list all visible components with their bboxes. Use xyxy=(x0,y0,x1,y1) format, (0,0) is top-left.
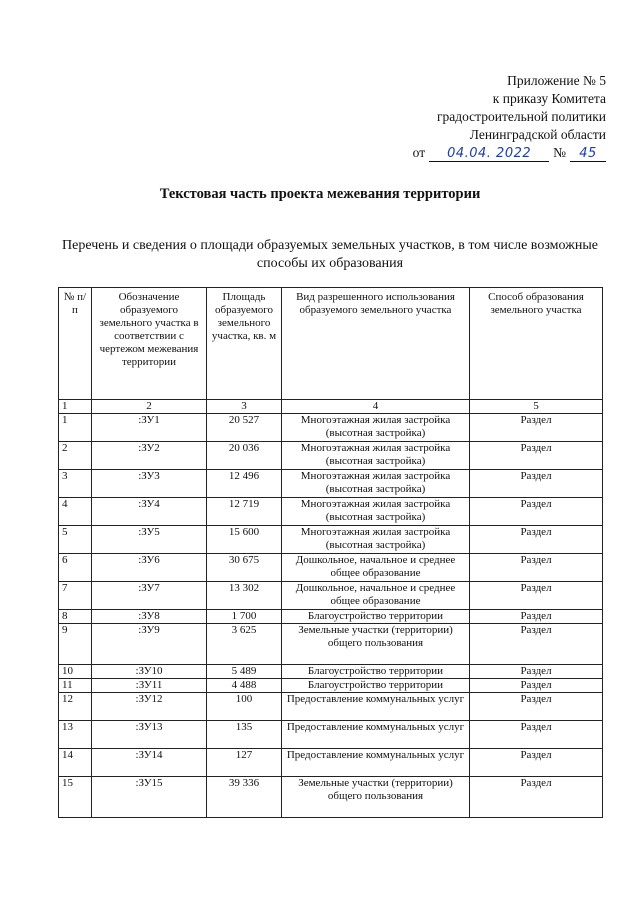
formation-method-cell: Раздел xyxy=(470,414,603,442)
parcel-code-cell: :ЗУ4 xyxy=(92,498,207,526)
formation-method-cell: Раздел xyxy=(470,498,603,526)
column-number: 2 xyxy=(92,400,207,414)
order-date-line xyxy=(413,144,606,162)
formation-method-cell: Раздел xyxy=(470,679,603,693)
formation-method-cell: Раздел xyxy=(470,693,603,721)
permitted-use-cell: Предоставление коммунальных услуг xyxy=(282,749,470,777)
table-row xyxy=(59,414,603,442)
parcel-code-cell: :ЗУ5 xyxy=(92,526,207,554)
appendix-line-2: к приказу Комитета xyxy=(492,91,606,106)
appendix-line-4: Ленинградской области xyxy=(469,127,606,142)
permitted-use-cell: Дошкольное, начальное и среднее общее образование xyxy=(282,554,470,582)
permitted-use-cell: Многоэтажная жилая застройка (высотная застройка) xyxy=(282,470,470,498)
formation-method-cell: Раздел xyxy=(470,470,603,498)
formation-method-cell: Раздел xyxy=(470,624,603,665)
table-row xyxy=(59,610,603,624)
parcel-code-cell: :ЗУ7 xyxy=(92,582,207,610)
table-row xyxy=(59,679,603,693)
column-number: 3 xyxy=(207,400,282,414)
permitted-use-cell: Земельные участки (территории) общего пользования xyxy=(282,624,470,665)
row-number-cell: 15 xyxy=(59,777,92,818)
permitted-use-cell: Многоэтажная жилая застройка (высотная застройка) xyxy=(282,442,470,470)
permitted-use-cell: Благоустройство территории xyxy=(282,665,470,679)
table-row xyxy=(59,470,603,498)
area-cell: 20 527 xyxy=(207,414,282,442)
table-row xyxy=(59,693,603,721)
area-cell: 15 600 xyxy=(207,526,282,554)
number-label: № xyxy=(553,145,566,160)
area-cell: 135 xyxy=(207,721,282,749)
area-cell: 3 625 xyxy=(207,624,282,665)
table-row xyxy=(59,498,603,526)
formation-method-cell: Раздел xyxy=(470,749,603,777)
formation-method-cell: Раздел xyxy=(470,665,603,679)
document-title: Текстовая часть проекта межевания территории xyxy=(159,186,481,202)
column-number: 1 xyxy=(59,400,92,414)
table-row xyxy=(59,749,603,777)
parcels-table xyxy=(58,287,603,818)
table-row xyxy=(59,665,603,679)
parcel-code-cell: :ЗУ12 xyxy=(92,693,207,721)
table-row xyxy=(59,582,603,610)
permitted-use-cell: Благоустройство территории xyxy=(282,610,470,624)
permitted-use-cell: Предоставление коммунальных услуг xyxy=(282,693,470,721)
area-cell: 13 302 xyxy=(207,582,282,610)
appendix-header xyxy=(413,72,606,162)
row-number-cell: 2 xyxy=(59,442,92,470)
formation-method-cell: Раздел xyxy=(470,582,603,610)
table-row xyxy=(59,777,603,818)
row-number-cell: 5 xyxy=(59,526,92,554)
permitted-use-cell: Предоставление коммунальных услуг xyxy=(282,721,470,749)
parcel-code-cell: :ЗУ8 xyxy=(92,610,207,624)
header-number: № п/п xyxy=(59,288,92,400)
parcel-code-cell: :ЗУ14 xyxy=(92,749,207,777)
parcel-code-cell: :ЗУ9 xyxy=(92,624,207,665)
row-number-cell: 11 xyxy=(59,679,92,693)
row-number-cell: 14 xyxy=(59,749,92,777)
parcel-code-cell: :ЗУ13 xyxy=(92,721,207,749)
row-number-cell: 12 xyxy=(59,693,92,721)
area-cell: 39 336 xyxy=(207,777,282,818)
handwritten-number: 45 xyxy=(579,146,597,161)
row-number-cell: 7 xyxy=(59,582,92,610)
formation-method-cell: Раздел xyxy=(470,442,603,470)
table-row xyxy=(59,526,603,554)
formation-method-cell: Раздел xyxy=(470,554,603,582)
area-cell: 5 489 xyxy=(207,665,282,679)
formation-method-cell: Раздел xyxy=(470,721,603,749)
row-number-cell: 10 xyxy=(59,665,92,679)
table-row xyxy=(59,554,603,582)
row-number-cell: 1 xyxy=(59,414,92,442)
area-cell: 12 496 xyxy=(207,470,282,498)
area-cell: 30 675 xyxy=(207,554,282,582)
row-number-cell: 9 xyxy=(59,624,92,665)
column-number: 5 xyxy=(470,400,603,414)
parcel-code-cell: :ЗУ11 xyxy=(92,679,207,693)
parcel-code-cell: :ЗУ15 xyxy=(92,777,207,818)
document-subtitle: Перечень и сведения о площади образуемых земельных участков, в том числе возможные способы их образования xyxy=(62,238,598,271)
appendix-line-1: Приложение № 5 xyxy=(507,73,606,88)
area-cell: 12 719 xyxy=(207,498,282,526)
header-formation-method: Способ образования земельного участка xyxy=(470,288,603,400)
header-parcel-code: Обозначение образуемого земельного участка в соответствии с чертежом межевания территории xyxy=(92,288,207,400)
table-row xyxy=(59,721,603,749)
row-number-cell: 4 xyxy=(59,498,92,526)
parcel-code-cell: :ЗУ2 xyxy=(92,442,207,470)
parcel-code-cell: :ЗУ10 xyxy=(92,665,207,679)
formation-method-cell: Раздел xyxy=(470,610,603,624)
parcel-code-cell: :ЗУ1 xyxy=(92,414,207,442)
handwritten-date: 04.04. 2022 xyxy=(447,146,532,161)
permitted-use-cell: Дошкольное, начальное и среднее общее образование xyxy=(282,582,470,610)
permitted-use-cell: Земельные участки (территории) общего пользования xyxy=(282,777,470,818)
table-header-row xyxy=(59,288,603,400)
ot-label: от xyxy=(412,145,426,160)
area-cell: 1 700 xyxy=(207,610,282,624)
column-numbers-row xyxy=(59,400,603,414)
parcel-code-cell: :ЗУ3 xyxy=(92,470,207,498)
header-permitted-use: Вид разрешенного использования образуемого земельного участка xyxy=(282,288,470,400)
column-number: 4 xyxy=(282,400,470,414)
row-number-cell: 6 xyxy=(59,554,92,582)
permitted-use-cell: Многоэтажная жилая застройка (высотная застройка) xyxy=(282,498,470,526)
permitted-use-cell: Многоэтажная жилая застройка (высотная застройка) xyxy=(282,414,470,442)
formation-method-cell: Раздел xyxy=(470,526,603,554)
parcel-code-cell: :ЗУ6 xyxy=(92,554,207,582)
area-cell: 4 488 xyxy=(207,679,282,693)
appendix-line-3: градостроительной политики xyxy=(436,109,606,124)
row-number-cell: 8 xyxy=(59,610,92,624)
permitted-use-cell: Многоэтажная жилая застройка (высотная застройка) xyxy=(282,526,470,554)
area-cell: 127 xyxy=(207,749,282,777)
row-number-cell: 3 xyxy=(59,470,92,498)
formation-method-cell: Раздел xyxy=(470,777,603,818)
header-area: Площадь образуемого земельного участка, кв. м xyxy=(207,288,282,400)
order-date-field xyxy=(429,146,549,162)
permitted-use-cell: Благоустройство территории xyxy=(282,679,470,693)
order-number-field xyxy=(570,146,606,162)
area-cell: 20 036 xyxy=(207,442,282,470)
area-cell: 100 xyxy=(207,693,282,721)
table-row xyxy=(59,624,603,665)
table-row xyxy=(59,442,603,470)
row-number-cell: 13 xyxy=(59,721,92,749)
